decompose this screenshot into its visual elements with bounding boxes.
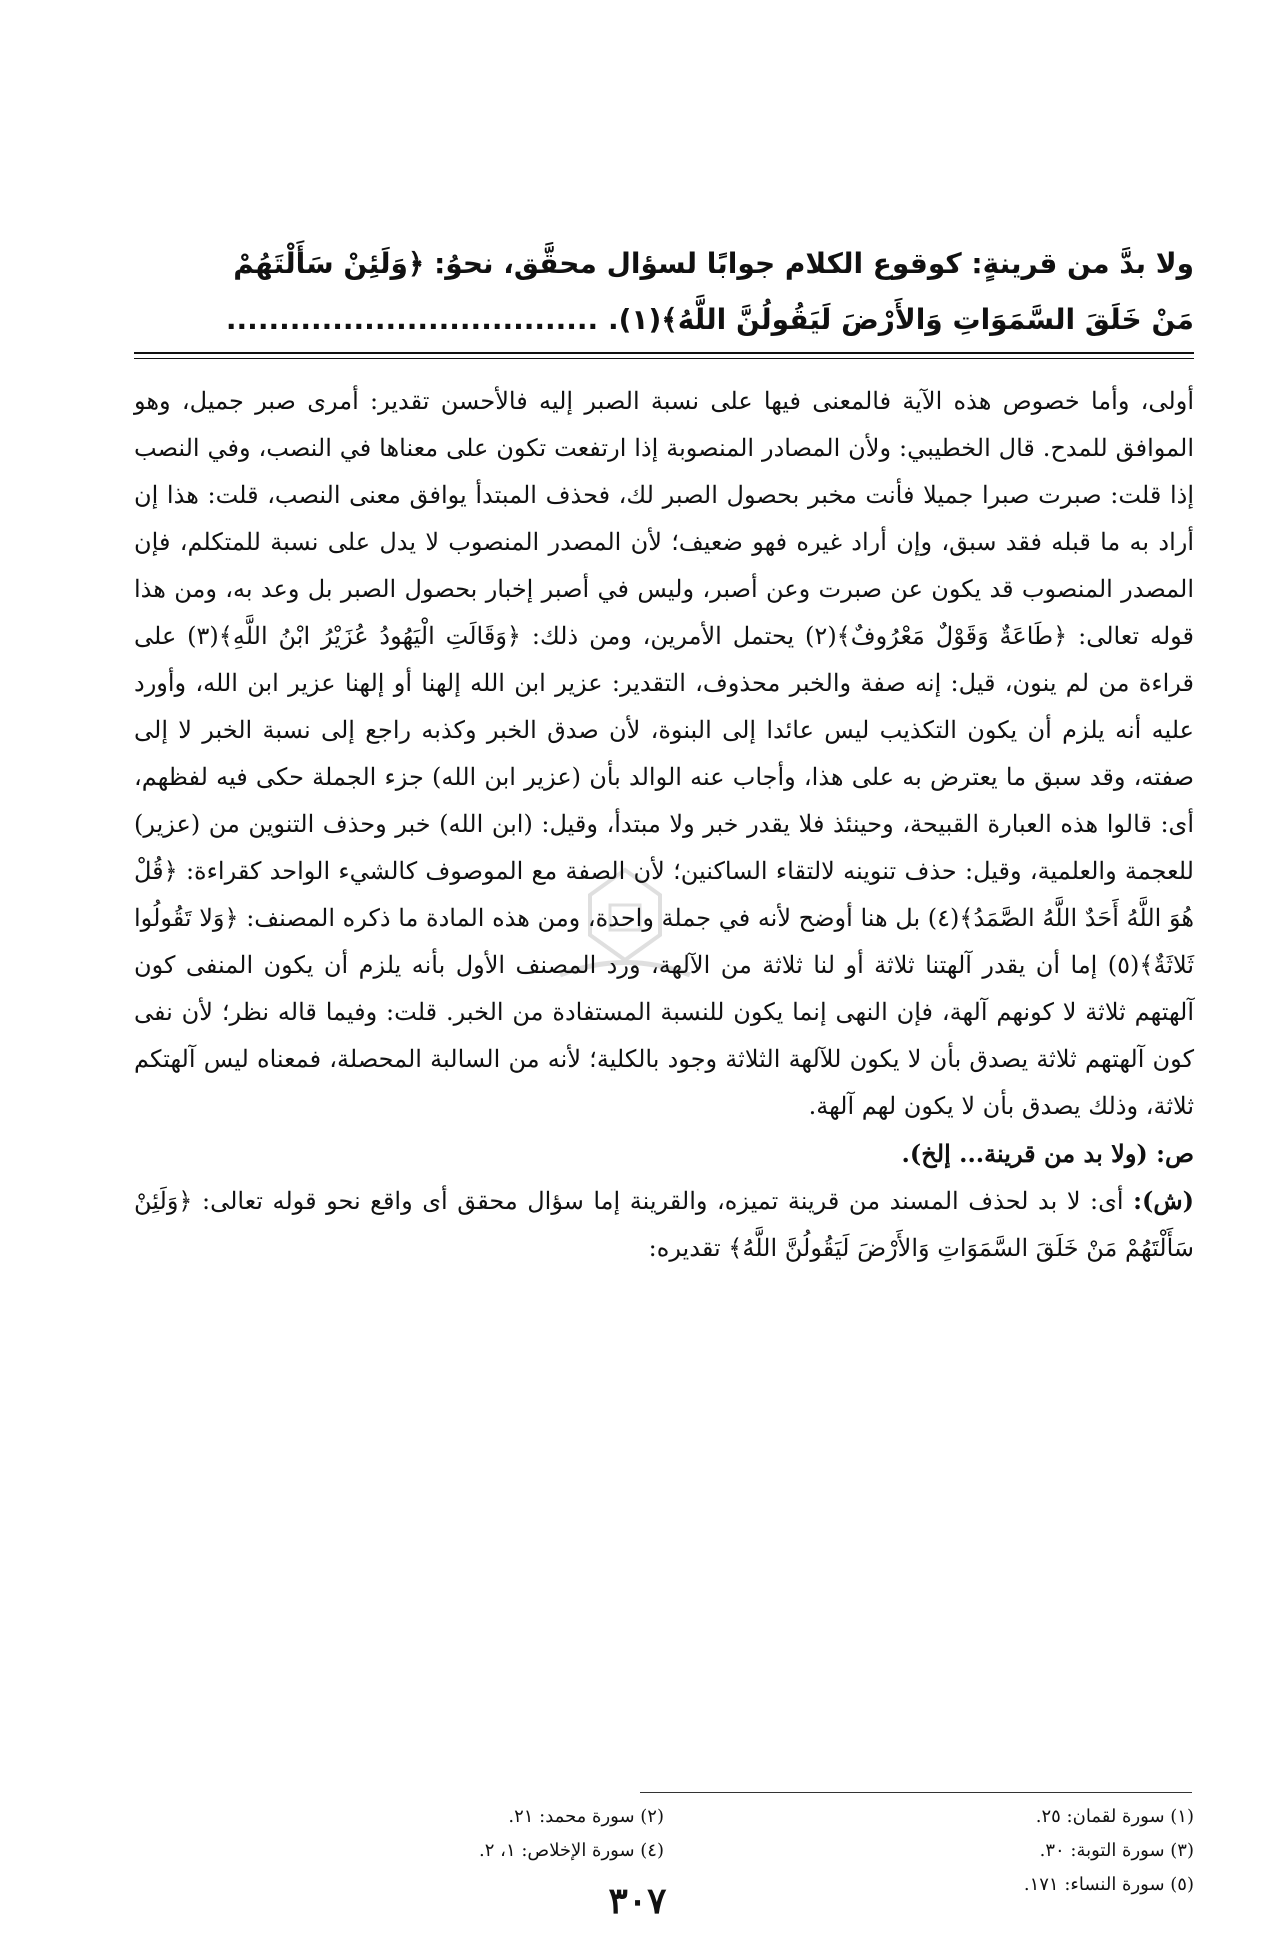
- footnote-3: (٣) سورة التوبة: ٣٠.: [1039, 1840, 1194, 1861]
- commentary-paragraph-2: [134, 1177, 1194, 1272]
- footnote-5: (٥) سورة النساء: ١٧١.: [1023, 1874, 1194, 1895]
- footnote-1: (١) سورة لقمان: ٢٥.: [1035, 1806, 1194, 1827]
- matn-line-1: ولا بدَّ من قرينةٍ: كوقوع الكلام جوابًا لسؤال محقَّق، نحوُ: ﴿وَلَئِنْ سَأَلْتَهُمْ: [233, 247, 1194, 280]
- matn-text: [134, 236, 1194, 348]
- page-number: ٣٠٧: [608, 1880, 667, 1922]
- footnote-4: (٤) سورة الإخلاص: ١، ٢.: [479, 1840, 664, 1861]
- commentary: [134, 378, 1194, 1272]
- sharh-text: أى: لا بد لحذف المسند من قرينة تميزه، والقرينة إما سؤال محقق أى واقع نحو قوله تعالى: ﴿وَلَئِنْ سَأَلْتَهُمْ مَنْ خَلَقَ السَّمَوَاتِ وَالأَرْضَ لَيَقُولُنَّ اللَّهُ﴾ تقديره:: [134, 1187, 1194, 1262]
- footnote-divider: [640, 1792, 1192, 1793]
- matn-divider: [134, 352, 1194, 354]
- saad-heading: ص: (ولا بد من قرينة... إلخ).: [901, 1139, 1194, 1168]
- matn-line-2: [134, 292, 1194, 348]
- matn-dots: ...................................: [225, 303, 599, 336]
- commentary-paragraph-1: أولى، وأما خصوص هذه الآية فالمعنى فيها على نسبة الصبر إليه فالأحسن تقدير: أمرى صبر جميل، وهو الموافق للمدح. قال الخطيبي: ولأن المصادر المنصوبة إذا ارتفعت تكون على معناها في النصب، وفي النصب إذا قلت: صبرت صبرا جميلا فأنت مخبر بحصول الصبر لك، فحذف المبتدأ يوافق معنى النصب، قلت: هذا إن أراد به ما قبله فقد سبق، وإن أراد غيره فهو ضعيف؛ لأن المصدر المنصوب لا يدل على نسبة للمتكلم، فإن المصدر المنصوب قد يكون عن صبرت وعن أصبر، وليس في أصبر إخبار بحصول الصبر بل وعد به، ومن هذا قوله تعالى: ﴿طَاعَةٌ وَقَوْلٌ مَعْرُوفٌ﴾(٢) يحتمل الأمرين، ومن ذلك: ﴿وَقَالَتِ الْيَهُودُ عُزَيْرُ ابْنُ اللَّهِ﴾(٣) على قراءة من لم ينون، قيل: إنه صفة والخبر محذوف، التقدير: عزير ابن الله إلهنا أو إلهنا عزير ابن الله، وأورد عليه أنه يلزم أن يكون التكذيب ليس عائدا إلى البنوة، لأن صدق الخبر وكذبه راجع إلى نسبة الخبر لا إلى صفته، وقد سبق ما يعترض به على هذا، وأجاب عنه الوالد بأن (عزير ابن الله) جزء الجملة حكى فيه لفظهم، أى: قالوا هذه العبارة القبيحة، وحينئذ فلا يقدر خبر ولا مبتدأ، وقيل: (ابن الله) خبر وحذف التنوين من (عزير) للعجمة والعلمية، وقيل: حذف تنوينه لالتقاء الساكنين؛ لأن الصفة مع الموصوف كالشيء الواحد كقراءة: ﴿قُلْ هُوَ اللَّهُ أَحَدٌ اللَّهُ الصَّمَدُ﴾(٤) بل هنا أوضح لأنه في جملة واحدة، ومن هذه المادة ما ذكره المصنف: ﴿وَلا تَقُولُوا ثَلاثَةٌ﴾(٥) إما أن يقدر آلهتنا ثلاثة أو لنا ثلاثة من الآلهة، ورد المصنف الأول بأنه يلزم أن يكون المنفى كون آلهتهم ثلاثة لا كونهم آلهة، فإن النهى إنما يكون للنسبة المستفادة من الخبر. قلت: وفيما قاله نظر؛ لأن نفى كون آلهتهم ثلاثة يصدق بأن لا يكون للآلهة الثلاثة وجود بالكلية؛ لأنه من السالبة المحصلة، فمعناه ليس آلهتكم ثلاثة، وذلك يصدق بأن لا يكون لهم آلهة.: [134, 387, 1195, 1120]
- matn-divider-thin: [134, 358, 1194, 359]
- sharh-label: (ش):: [1133, 1186, 1194, 1215]
- footnote-2: (٢) سورة محمد: ٢١.: [508, 1806, 664, 1827]
- matn-line-2-text: مَنْ خَلَقَ السَّمَوَاتِ وَالأَرْضَ لَيَقُولُنَّ اللَّهُ﴾(١).: [607, 303, 1194, 336]
